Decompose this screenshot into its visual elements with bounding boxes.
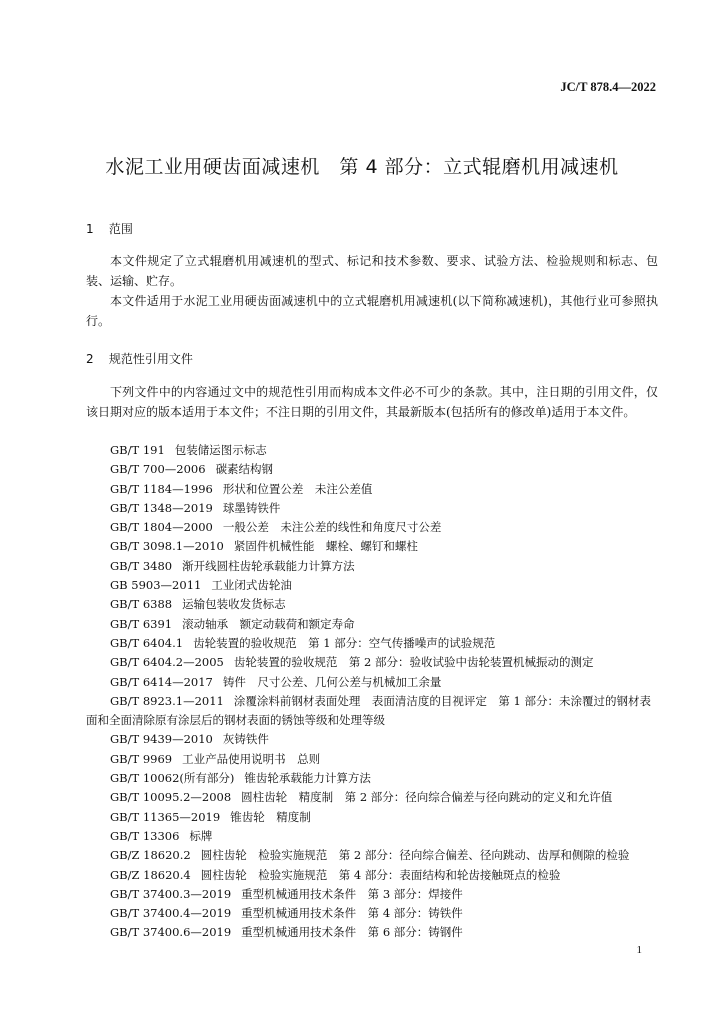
reference-code: GB/T 10062(所有部分) <box>110 771 235 786</box>
reference-item <box>86 904 662 923</box>
references-intro-paragraph: 下列文件中的内容通过文中的规范性引用而构成本文件必不可少的条款。其中，注日期的引用文件，仅该日期对应的版本适用于本文件；不注日期的引用文件，其最新版本(包括所有的修改单)适用于本文件。 <box>86 385 658 419</box>
reference-item <box>86 827 662 846</box>
section-heading-normative-references <box>86 350 193 367</box>
reference-code: GB/T 6414—2017 <box>110 674 213 689</box>
reference-item <box>86 730 662 749</box>
reference-title: 灰铸铁件 <box>222 732 269 747</box>
reference-code: GB/T 10095.2—2008 <box>110 790 232 805</box>
reference-title: 渐开线圆柱齿轮承载能力计算方法 <box>182 558 355 573</box>
reference-title: 滚动轴承 额定动载荷和额定寿命 <box>182 616 355 631</box>
reference-item <box>86 692 662 731</box>
reference-item <box>86 499 662 518</box>
reference-code: GB/T 700—2006 <box>110 462 206 477</box>
reference-code: GB/T 37400.6—2019 <box>110 925 232 940</box>
reference-code: GB/T 9439—2010 <box>110 732 213 747</box>
reference-code: GB 5903—2011 <box>110 578 202 593</box>
reference-code: GB/T 13306 <box>110 828 180 843</box>
reference-title: 圆柱齿轮 检验实施规范 第 4 部分：表面结构和轮齿接触斑点的检验 <box>200 867 561 882</box>
reference-title: 齿轮装置的验收规范 第 2 部分：验收试验中齿轮装置机械振动的测定 <box>233 655 594 670</box>
reference-item <box>86 480 662 499</box>
reference-code: GB/T 6404.2—2005 <box>110 655 224 670</box>
reference-item <box>86 846 662 865</box>
reference-item <box>86 518 662 537</box>
scope-paragraph-2: 本文件适用于水泥工业用硬齿面减速机中的立式辊磨机用减速机(以下简称减速机)，其他行业可参照执行。 <box>86 294 658 328</box>
reference-item <box>86 576 662 595</box>
reference-title: 碳素结构钢 <box>215 462 274 477</box>
reference-item <box>86 595 662 614</box>
reference-code: GB/Z 18620.2 <box>110 848 191 863</box>
reference-title: 包装储运图示标志 <box>174 443 267 457</box>
reference-title: 重型机械通用技术条件 第 3 部分：焊接件 <box>241 886 463 901</box>
reference-code: GB/T 1184—1996 <box>110 481 213 496</box>
reference-code: GB/T 3480 <box>110 558 173 573</box>
reference-item <box>86 788 662 807</box>
reference-code: GB/T 11365—2019 <box>110 809 221 824</box>
section-title: 范围 <box>108 222 133 236</box>
reference-code: GB/T 37400.3—2019 <box>110 886 232 901</box>
reference-code: GB/T 37400.4—2019 <box>110 906 232 921</box>
reference-title: 圆柱齿轮 检验实施规范 第 2 部分：径向综合偏差、径向跳动、齿厚和侧隙的检验 <box>200 848 630 863</box>
reference-item <box>86 769 662 788</box>
reference-title: 运输包装收发货标志 <box>182 597 286 612</box>
document-title: 水泥工业用硬齿面减速机 第 4 部分：立式辊磨机用减速机 <box>105 156 619 178</box>
reference-code: GB/Z 18620.4 <box>110 867 191 882</box>
reference-title: 重型机械通用技术条件 第 6 部分：铸钢件 <box>241 925 463 940</box>
section-number: 2 <box>86 352 94 366</box>
reference-code: GB/T 191 <box>110 443 165 457</box>
reference-list <box>86 441 662 943</box>
section-title: 规范性引用文件 <box>108 352 193 366</box>
reference-item <box>86 615 662 634</box>
reference-title: 一般公差 未注公差的线性和角度尺寸公差 <box>222 520 442 535</box>
reference-title: 圆柱齿轮 精度制 第 2 部分：径向综合偏差与径向跳动的定义和允许值 <box>241 790 613 805</box>
reference-item <box>86 885 662 904</box>
reference-title: 锥齿轮 精度制 <box>230 809 311 824</box>
reference-title: 标牌 <box>189 828 213 843</box>
reference-title: 工业闭式齿轮油 <box>211 578 292 593</box>
reference-title: 球墨铸铁件 <box>222 500 281 515</box>
reference-code: GB/T 9969 <box>110 751 173 766</box>
reference-code: GB/T 8923.1—2011 <box>110 693 224 708</box>
section-heading-scope <box>86 220 133 237</box>
reference-item <box>86 557 662 576</box>
reference-code: GB/T 1804—2000 <box>110 520 213 535</box>
reference-item <box>86 653 662 672</box>
reference-title: 形状和位置公差 未注公差值 <box>222 481 373 496</box>
reference-code: GB/T 3098.1—2010 <box>110 539 224 554</box>
reference-title: 涂覆涂料前钢材表面处理 表面清洁度的目视评定 第 1 部分：未涂覆过的钢材表面和全面清除原有涂层后的钢材表面的锈蚀等级和处理等级 <box>86 693 651 728</box>
section-number: 1 <box>86 222 94 236</box>
reference-title: 紧固件机械性能 螺栓、螺钉和螺柱 <box>233 539 418 554</box>
reference-title: 重型机械通用技术条件 第 4 部分：铸铁件 <box>241 906 463 921</box>
reference-code: GB/T 6404.1 <box>110 635 184 650</box>
reference-item <box>86 460 662 479</box>
scope-paragraph-1: 本文件规定了立式辊磨机用减速机的型式、标记和技术参数、要求、试验方法、检验规则和标志、包装、运输、贮存。 <box>86 254 658 288</box>
reference-item <box>86 441 662 460</box>
reference-item <box>86 923 662 942</box>
reference-item <box>86 673 662 692</box>
reference-item <box>86 866 662 885</box>
reference-item <box>86 634 662 653</box>
reference-code: GB/T 1348—2019 <box>110 500 213 515</box>
reference-item <box>86 750 662 769</box>
reference-title: 工业产品使用说明书 总则 <box>182 751 321 766</box>
reference-title: 铸件 尺寸公差、几何公差与机械加工余量 <box>222 674 442 689</box>
reference-code: GB/T 6391 <box>110 616 173 631</box>
reference-item <box>86 808 662 827</box>
page-number: 1 <box>636 944 642 956</box>
reference-title: 齿轮装置的验收规范 第 1 部分：空气传播噪声的试验规范 <box>193 635 496 650</box>
reference-title: 锥齿轮承载能力计算方法 <box>244 771 371 786</box>
reference-item <box>86 537 662 556</box>
standard-code: JC/T 878.4—2022 <box>560 80 656 94</box>
reference-code: GB/T 6388 <box>110 597 173 612</box>
